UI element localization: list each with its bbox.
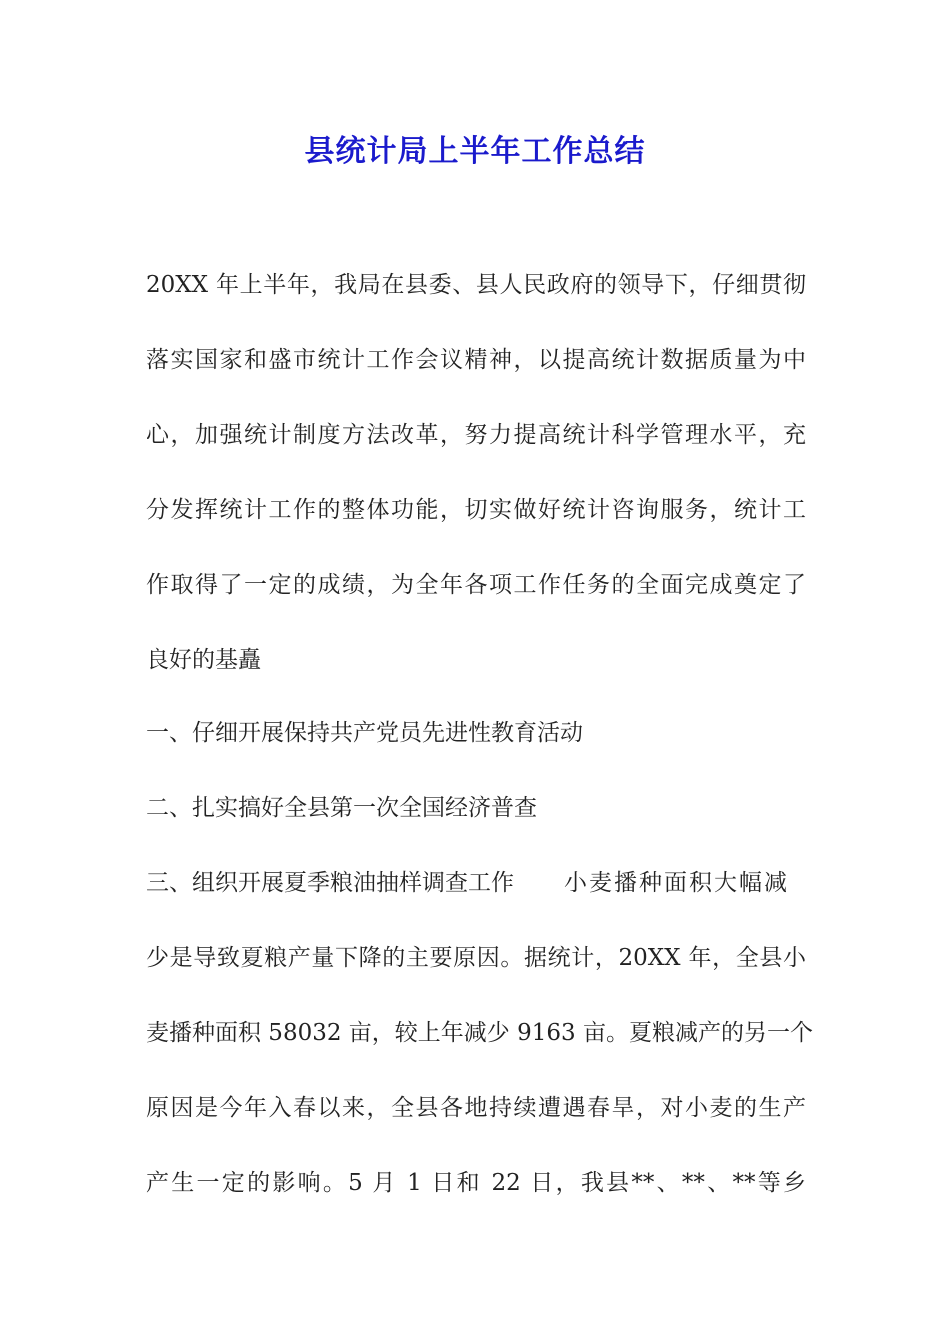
paragraph-line: 产生一定的影响。5 月 1 日和 22 日，我县**、**、**等乡	[146, 1170, 806, 1196]
paragraph-line: 作取得了一定的成绩，为全年各项工作任务的全面完成奠定了	[146, 572, 806, 598]
section-heading-3-line	[146, 868, 806, 898]
paragraph-line: 落实国家和盛市统计工作会议精神，以提高统计数据质量为中	[146, 347, 806, 373]
paragraph-text: 小麦播种面积大幅减	[564, 870, 789, 896]
section-heading-2: 二、扎实搞好全县第一次全国经济普查	[146, 795, 537, 821]
paragraph-line: 分发挥统计工作的整体功能，切实做好统计咨询服务，统计工	[146, 497, 806, 523]
paragraph-line: 良好的基矗	[146, 647, 261, 673]
section-heading-3: 三、组织开展夏季粮油抽样调查工作	[146, 870, 514, 896]
document-title: 县统计局上半年工作总结	[304, 134, 646, 169]
paragraph-line: 原因是今年入春以来，全县各地持续遭遇春旱，对小麦的生产	[146, 1095, 806, 1121]
paragraph-line: 心，加强统计制度方法改革，努力提高统计科学管理水平，充	[146, 422, 806, 448]
paragraph-line: 麦播种面积 58032 亩，较上年减少 9163 亩。夏粮减产的另一个	[146, 1020, 813, 1046]
paragraph-line: 20XX 年上半年，我局在县委、县人民政府的领导下，仔细贯彻	[146, 272, 806, 298]
section-heading-1: 一、仔细开展保持共产党员先进性教育活动	[146, 720, 583, 746]
paragraph-line: 少是导致夏粮产量下降的主要原因。据统计，20XX 年，全县小	[146, 945, 806, 971]
